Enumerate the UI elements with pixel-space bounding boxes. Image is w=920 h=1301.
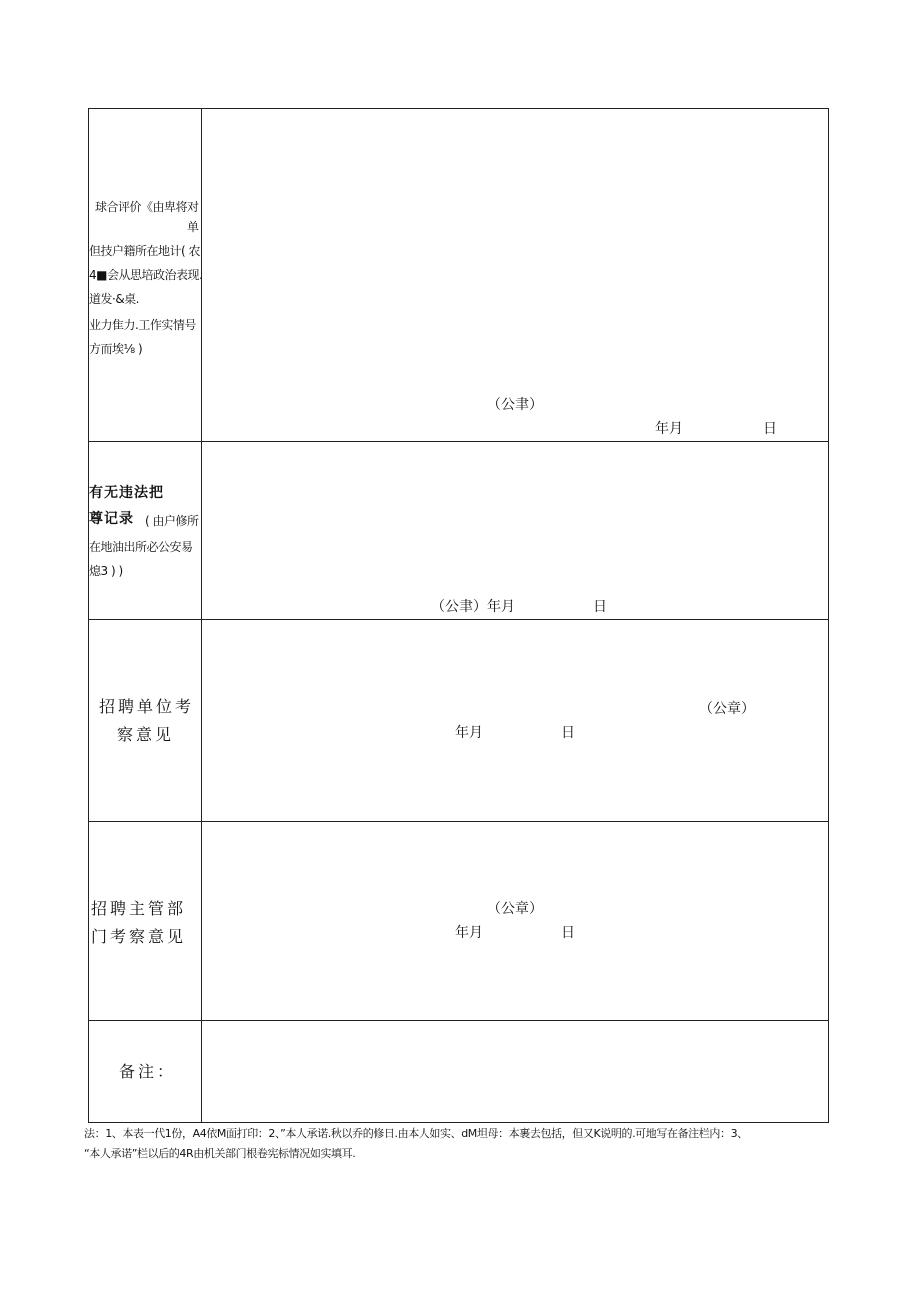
- date-day: 日: [593, 599, 607, 615]
- date-year-month: 年月: [455, 725, 483, 741]
- label-line: 有无违法把: [89, 485, 164, 501]
- label-line: 单: [187, 220, 199, 234]
- label-line: 道发·&桌.: [89, 292, 139, 306]
- label-line: 方而埃⅛ ): [89, 342, 143, 356]
- label-line: 球合评价《由卑将对: [95, 200, 199, 214]
- supervising-dept-label-line1: 招聘主管部: [91, 899, 187, 918]
- label-line: 4■会从思培政治表现.: [89, 268, 203, 282]
- date-day: 日: [561, 725, 575, 741]
- date-day: 日: [561, 925, 575, 941]
- footnote-line1: 法：1、本表一代1份，A4依M面打印：2、”本人承诺.秋以乔的修日.由本人如实、dM坦母：本裹去包括，但又K说明的.可地写在备注栏内：3、: [84, 1127, 748, 1140]
- recruiting-unit-label-line2: 察意见: [117, 725, 175, 744]
- form-table: [88, 108, 829, 1123]
- seal-and-date: （公聿）年月: [431, 599, 515, 615]
- row-divider: [89, 821, 828, 822]
- row-divider: [89, 441, 828, 442]
- label-line: 但技户籍所在地计( 农: [89, 244, 200, 258]
- label-line: 在地油出所必公安易: [89, 540, 193, 554]
- recruiting-unit-label-line1: 招聘单位考: [99, 697, 195, 716]
- row-divider: [89, 1020, 828, 1021]
- row-divider: [89, 619, 828, 620]
- seal-text: （公章）: [699, 701, 755, 717]
- seal-text: （公聿）: [487, 397, 543, 413]
- label-line: 熄3 ) ): [89, 564, 123, 578]
- date-year-month: 年月: [655, 421, 683, 437]
- label-line: ( 由户修所: [145, 514, 199, 528]
- date-year-month: 年月: [455, 925, 483, 941]
- column-divider: [201, 109, 202, 1122]
- label-line: 业力隹力.工作实情号: [89, 318, 196, 332]
- date-day: 日: [763, 421, 777, 437]
- supervising-dept-label-line2: 门考察意见: [91, 927, 187, 946]
- seal-text: （公章）: [487, 901, 543, 917]
- footnote-line2: “本人承诺”栏以后的4R由机关部门根卷宪标情况如实填耳.: [84, 1147, 356, 1160]
- remarks-label: 备注：: [119, 1062, 177, 1081]
- label-line: 尊记录: [89, 511, 134, 527]
